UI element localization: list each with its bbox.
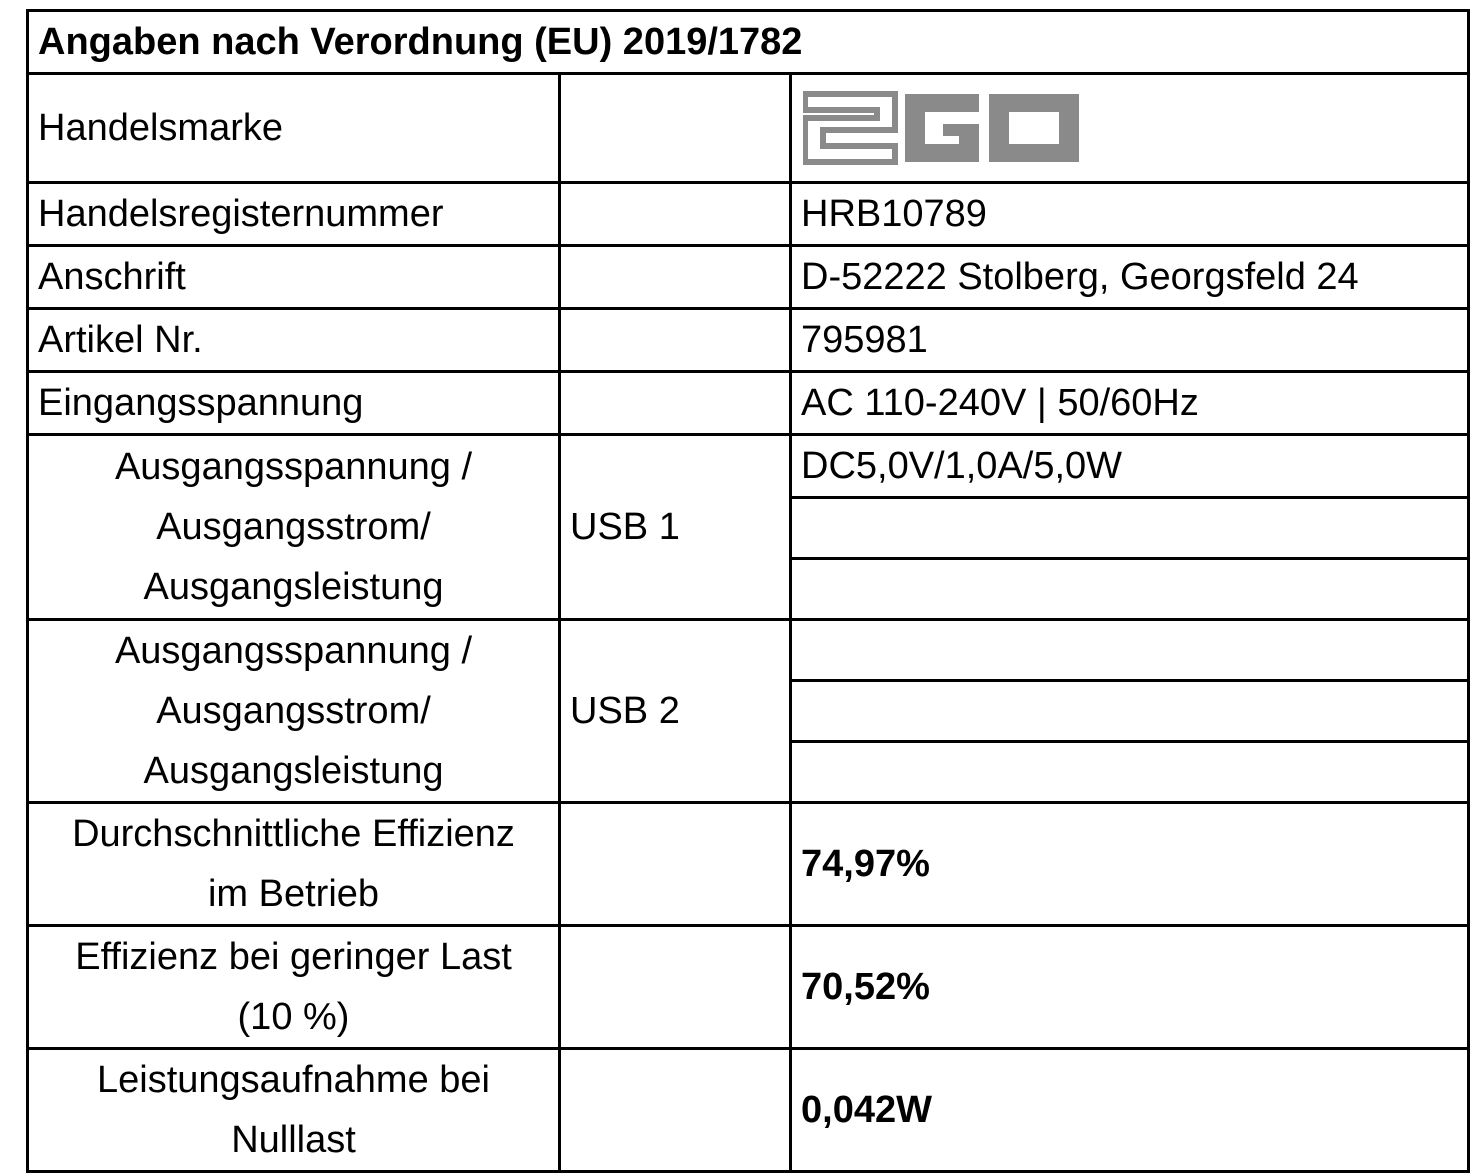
- usb1-label-line: Ausgangsleistung: [143, 566, 444, 608]
- usb2-value: [791, 742, 1469, 803]
- empty-cell: [560, 803, 791, 926]
- brand-label: Handelsmarke: [28, 74, 560, 183]
- low-load-label-line: (10 %): [237, 996, 350, 1038]
- table-row: [28, 74, 1469, 183]
- low-load-label-line: Effizienz bei geringer Last: [75, 936, 512, 978]
- usb1-value: DC5,0V/1,0A/5,0W: [791, 435, 1469, 498]
- table-row: [28, 372, 1469, 435]
- usb1-label-line: Ausgangsstrom/: [156, 506, 431, 548]
- register-value: HRB10789: [791, 183, 1469, 246]
- empty-cell: [560, 74, 791, 183]
- table-row: [28, 926, 1469, 1049]
- usb1-port: USB 1: [560, 435, 791, 620]
- empty-cell: [560, 1049, 791, 1172]
- empty-cell: [560, 309, 791, 372]
- usb2-label-line: Ausgangsleistung: [143, 750, 444, 792]
- brand-logo: [803, 90, 1083, 166]
- table-row: [28, 309, 1469, 372]
- table-title-row: [28, 11, 1469, 74]
- empty-cell: [560, 183, 791, 246]
- table-row: [28, 620, 1469, 681]
- usb2-output-label: [28, 620, 560, 803]
- avg-efficiency-label-line: Durchschnittliche Effizienz: [72, 813, 515, 855]
- usb1-output-label: [28, 435, 560, 620]
- table-row: [28, 183, 1469, 246]
- usb2-label-line: Ausgangsspannung /: [114, 630, 473, 672]
- no-load-value: 0,042W: [791, 1049, 1469, 1172]
- avg-efficiency-label: [28, 803, 560, 926]
- register-label: Handelsregisternummer: [28, 183, 560, 246]
- low-load-label: [28, 926, 560, 1049]
- table-row: [28, 246, 1469, 309]
- table-title: Angaben nach Verordnung (EU) 2019/1782: [28, 11, 1469, 74]
- avg-efficiency-value: 74,97%: [791, 803, 1469, 926]
- no-load-label: [28, 1049, 560, 1172]
- usb2-value: [791, 681, 1469, 742]
- article-label: Artikel Nr.: [28, 309, 560, 372]
- usb1-value: [791, 559, 1469, 620]
- input-voltage-label: Eingangsspannung: [28, 372, 560, 435]
- regulation-table: [26, 9, 1470, 1173]
- table-row: [28, 1049, 1469, 1172]
- no-load-label-line: Leistungsaufnahme bei: [97, 1059, 490, 1101]
- empty-cell: [560, 372, 791, 435]
- avg-efficiency-label-line: im Betrieb: [207, 873, 380, 915]
- usb2-label-line: Ausgangsstrom/: [156, 690, 431, 732]
- table-row: [28, 803, 1469, 926]
- article-value: 795981: [791, 309, 1469, 372]
- usb1-value: [791, 498, 1469, 559]
- empty-cell: [560, 246, 791, 309]
- usb1-label-line: Ausgangsspannung /: [114, 446, 473, 488]
- table-row: [28, 435, 1469, 498]
- brand-logo-cell: [791, 74, 1469, 183]
- usb2-port: USB 2: [560, 620, 791, 803]
- empty-cell: [560, 926, 791, 1049]
- no-load-label-line: Nulllast: [231, 1119, 356, 1161]
- usb2-value: [791, 620, 1469, 681]
- input-voltage-value: AC 110-240V | 50/60Hz: [791, 372, 1469, 435]
- address-value: D-52222 Stolberg, Georgsfeld 24: [791, 246, 1469, 309]
- low-load-value: 70,52%: [791, 926, 1469, 1049]
- address-label: Anschrift: [28, 246, 560, 309]
